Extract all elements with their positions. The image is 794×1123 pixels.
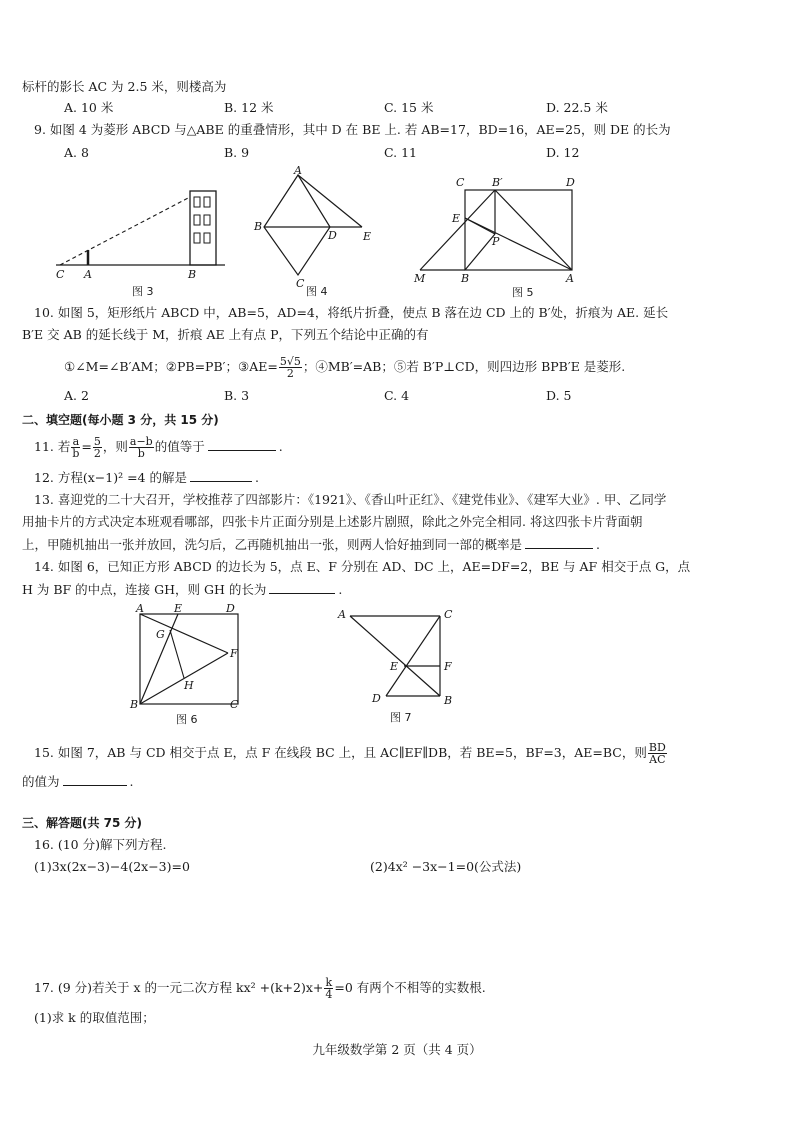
fig4-caption: 图 4 [306,285,328,298]
q8-option-b: B. 12 米 [224,100,274,115]
fig5-label-c: C [456,176,465,189]
fig6-label-a: A [136,602,144,615]
q10-statements-a: ①∠M=∠B′AM；②PB=PB′；③AE= [64,359,278,374]
fig5-label-e: E [452,212,461,225]
q11-f1-den: b [72,447,80,460]
q15-frac-num: BD [648,741,666,754]
q10-option-b: B. 3 [224,388,250,403]
q15-line-2-text: 的值为 [22,774,60,789]
fig5-label-p: P [492,235,500,248]
q15-line-1 [34,740,668,766]
fig4-label-b: B [254,220,263,233]
fig6-label-h: H [184,679,194,692]
q11-pre: 11. 若 [34,439,71,454]
q13-line-1: 13. 喜迎党的二十大召开，学校推荐了四部影片：《1921》、《香山叶正红》、《建党伟业》、《建军大业》. 甲、乙同学 [34,492,667,507]
fig5-label-b: B [461,272,470,285]
q17-fraction [324,977,333,1000]
q14-line-1: 14. 如图 6，已知正方形 ABCD 的边长为 5，点 E、F 分别在 AD、DC 上，AE=DF=2，BE 与 AF 相交于点 G，点 [34,559,691,574]
q12-answer-blank[interactable] [190,469,252,482]
q10-option-a: A. 2 [64,388,89,403]
fig5-caption: 图 5 [512,286,534,299]
q11-f3-num: a−b [129,435,153,448]
q9-option-c: C. 11 [384,145,417,160]
fig7-label-b: B [444,694,453,707]
q11-frac-1 [71,436,80,459]
fig5-label-d: D [566,176,575,189]
q14-line-2-text: H 为 BF 的中点，连接 GH，则 GH 的长为 [22,582,267,597]
q17-pre: 17. (9 分)若关于 x 的一元二次方程 kx² +(k+2)x+ [34,980,324,995]
q15-end: . [129,774,134,789]
q11-f2-den: 2 [93,447,101,460]
q10-statements-b: ；④MB′=AB；⑤若 B′P⊥CD，则四边形 BPB′E 是菱形. [302,359,626,374]
fig4-label-d: D [328,229,337,242]
q8-option-d: D. 22.5 米 [546,100,608,115]
q11-then: ，则 [102,439,128,454]
section-2-title: 二、填空题(每小题 3 分，共 15 分) [22,413,219,427]
q11-f1-num: a [72,435,80,448]
fig6-label-g: G [156,628,165,641]
q11-post: 的值等于 [154,439,205,454]
fig4-label-e: E [363,230,372,243]
q17-post: =0 有两个不相等的实数根. [334,980,486,995]
q12-end: . [254,470,259,485]
fig5-label-a: A [566,272,574,285]
fig4-label-c: C [296,277,305,290]
q13-answer-blank[interactable] [525,536,593,549]
q10-fraction [279,356,302,379]
fig3-label-b: B [188,268,197,281]
q10-line-1: 10. 如图 5，矩形纸片 ABCD 中，AB=5，AD=4，将纸片折叠，使点 B 落在边 CD 上的 B′处，折痕为 AE. 延长 [34,305,669,320]
q8-line: 标杆的影长 AC 为 2.5 米，则楼高为 [22,79,227,94]
q10-line-2: B′E 交 AB 的延长线于 M，折痕 AE 上有点 P，下列五个结论中正确的有 [22,327,429,342]
q15-answer-blank[interactable] [63,773,127,786]
q17-line [34,975,486,1001]
q8-option-a: A. 10 米 [64,100,114,115]
q10-statements [64,355,625,379]
q11-f2-num: 5 [93,435,101,448]
q14-end: . [338,582,343,597]
fig6-label-d: D [226,602,235,615]
figure-4 [250,165,380,300]
q11-frac-3 [129,436,154,459]
q12-line [34,469,259,486]
q11-end: . [278,439,283,454]
q11-line [34,434,283,460]
fig3-label-a: A [84,268,92,281]
q17-frac-den: 4 [325,988,333,1001]
figure-7 [330,600,470,730]
q9-option-b: B. 9 [224,145,250,160]
q16-part-2: (2)4x² −3x−1=0(公式法) [370,859,522,874]
q13-line-3-text: 上，甲随机抽出一张并放回，洗匀后，乙再随机抽出一张，则两人恰好抽到同一部的概率是 [22,537,523,552]
q16-part-1: (1)3x(2x−3)−4(2x−3)=0 [34,859,190,874]
q14-answer-blank[interactable] [269,581,335,594]
figure-5 [410,170,590,300]
figure-3 [50,185,240,300]
q17-frac-num: k [325,976,333,989]
fig3-caption: 图 3 [132,285,154,298]
q13-line-2: 用抽卡片的方式决定本班观看哪部，四张卡片正面分别是上述影片剧照，除此之外完全相同. 将这四张卡片背面朝 [22,514,643,529]
q14-line-2 [22,581,342,598]
q15-line-2 [22,773,134,790]
q9-line: 9. 如图 4 为菱形 ABCD 与△ABE 的重叠情形，其中 D 在 BE 上. 若 AB=17，BD=16，AE=25，则 DE 的长为 [34,122,671,137]
fig6-label-b: B [130,698,139,711]
q13-end: . [596,537,600,552]
fig7-label-c: C [444,608,453,621]
q15-frac-den: AC [649,753,666,766]
fig6-caption: 图 6 [176,713,198,726]
fig4-label-a: A [294,165,302,177]
q11-frac-2 [93,436,102,459]
q11-f3-den: b [137,447,145,460]
fig6-label-f: F [230,647,238,660]
page-footer: 九年级数学第 2 页（共 4 页） [312,1042,482,1057]
fig6-label-e: E [174,602,183,615]
fig5-label-b-prime: B′ [492,176,503,189]
q9-option-d: D. 12 [546,145,580,160]
fig7-label-a: A [338,608,346,621]
fig7-label-f: F [444,660,452,673]
q10-frac-den: 2 [286,367,294,380]
fig7-caption: 图 7 [390,711,412,724]
q9-option-a: A. 8 [64,145,89,160]
fig5-label-m: M [414,272,426,285]
q10-option-c: C. 4 [384,388,410,403]
q8-option-c: C. 15 米 [384,100,434,115]
section-3-title: 三、解答题(共 75 分) [22,816,143,830]
fig3-label-c: C [56,268,65,281]
fig7-label-d: D [372,692,381,705]
q10-frac-num: 5√5 [279,355,301,368]
fig6-label-c: C [230,698,239,711]
q10-option-d: D. 5 [546,388,572,403]
q11-eq: = [81,439,92,454]
q12-text: 12. 方程(x−1)² =4 的解是 [34,470,187,485]
q11-answer-blank[interactable] [208,438,276,451]
figure-6 [128,600,258,730]
q13-line-3 [22,536,600,553]
q16-title: 16. (10 分)解下列方程. [34,837,167,852]
fig7-label-e: E [390,660,399,673]
q17-part-1: (1)求 k 的取值范围； [34,1010,155,1025]
q15-line-1-text: 15. 如图 7，AB 与 CD 相交于点 E，点 F 在线段 BC 上，且 AC∥EF∥DB，若 BE=5，BF=3，AE=BC，则 [34,745,647,760]
q15-fraction [648,742,667,765]
